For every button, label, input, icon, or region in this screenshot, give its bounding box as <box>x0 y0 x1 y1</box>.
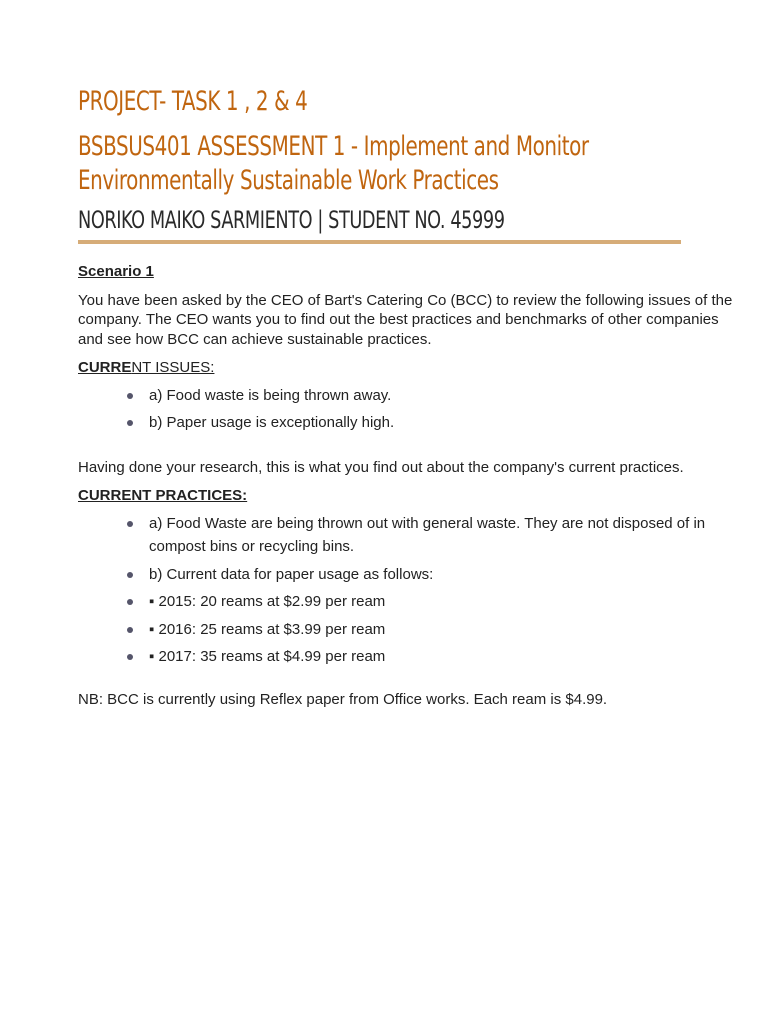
author-line: NORIKO MAIKO SARMIENTO | STUDENT NO. 45999 <box>78 206 505 234</box>
practices-heading: CURRENT PRACTICES: <box>78 486 248 504</box>
bullet-icon <box>127 627 133 633</box>
list-item-text: b) Paper usage is exceptionally high. <box>149 414 395 431</box>
scenario-heading: Scenario 1 <box>78 263 154 280</box>
issues-heading-bold: CURRE <box>78 359 132 376</box>
header-divider <box>78 240 681 244</box>
list-item <box>78 590 734 613</box>
list-item-text: ▪ 2015: 20 reams at $2.99 per ream <box>149 593 386 610</box>
list-item-text: a) Food Waste are being thrown out with general waste. They are not disposed of in compost bins or recycling bins. <box>149 515 706 555</box>
list-item <box>78 384 734 407</box>
list-item-text: ▪ 2016: 25 reams at $3.99 per ream <box>149 620 386 638</box>
note-paragraph: NB: BCC is currently using Reflex paper from Office works. Each ream is $4.99. <box>78 691 608 708</box>
list-item <box>78 645 734 668</box>
issues-list <box>78 384 734 435</box>
issues-heading <box>78 358 734 378</box>
bullet-icon <box>127 393 133 399</box>
bullet-icon <box>127 599 133 605</box>
issues-heading-rest: NT ISSUES: <box>131 359 215 376</box>
scenario-intro: You have been asked by the CEO of Bart's Catering Co (BCC) to review the following issues of the company. The CEO wants you to find out the best practices and benchmarks of other companies and see how BCC can achieve sustainable practices. <box>78 291 733 348</box>
list-item <box>78 563 734 586</box>
list-item-text: a) Food waste is being thrown away. <box>149 386 392 404</box>
document-body <box>78 262 734 719</box>
document-subtitle: BSBSUS401 ASSESSMENT 1 - Implement and Monitor Environmentally Sustainable Work Practices <box>78 131 589 196</box>
list-item <box>78 618 734 641</box>
bullet-icon <box>127 521 133 527</box>
research-paragraph: Having done your research, this is what you find out about the company's current practices. <box>78 459 684 476</box>
list-item <box>78 512 734 558</box>
bullet-icon <box>127 654 133 660</box>
bullet-icon <box>127 420 133 426</box>
list-item-text: ▪ 2017: 35 reams at $4.99 per ream <box>149 648 386 665</box>
practices-list <box>78 512 734 668</box>
document-title: PROJECT- TASK 1 , 2 & 4 <box>78 86 308 117</box>
bullet-icon <box>127 572 133 578</box>
list-item-text: b) Current data for paper usage as follows: <box>149 565 434 583</box>
list-item <box>78 411 734 434</box>
